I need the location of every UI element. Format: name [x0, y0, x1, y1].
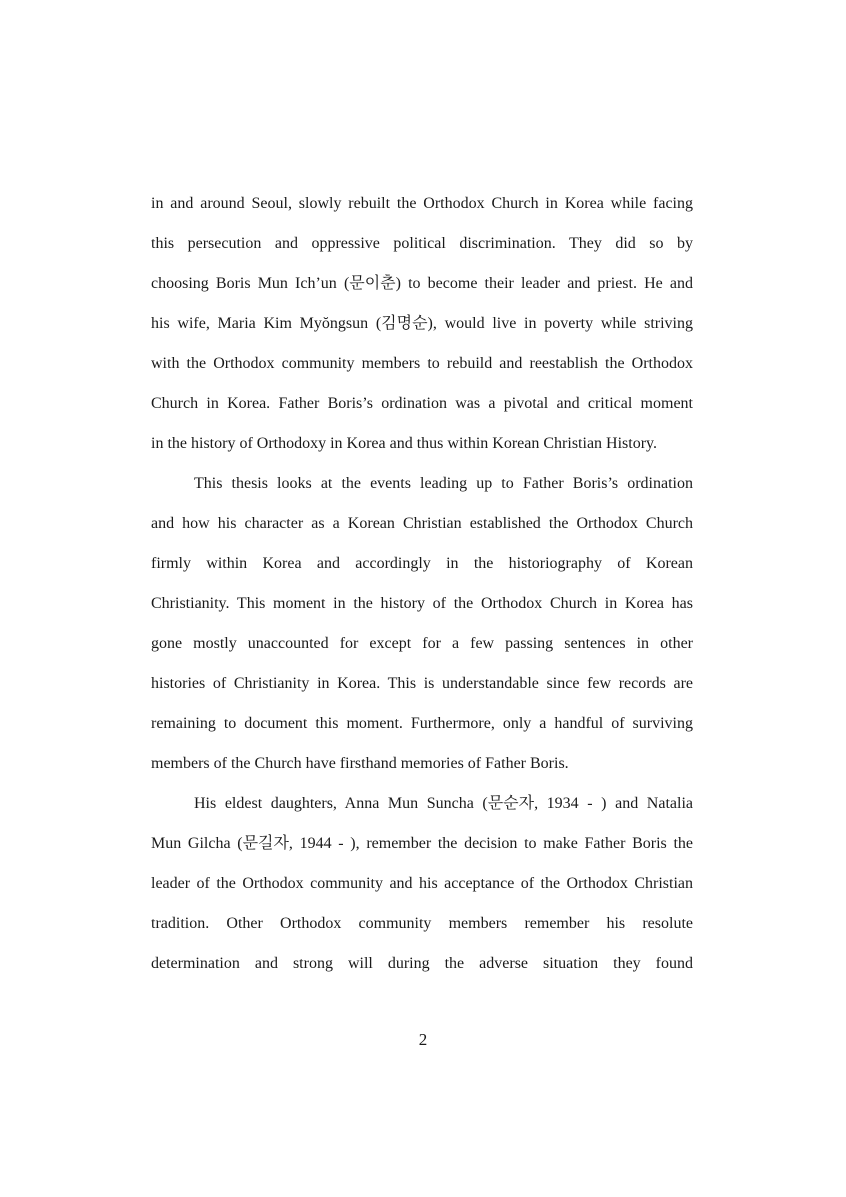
- text-line: with the Orthodox community members to rebuild and reestablish the Orthodox: [151, 355, 693, 372]
- text-line: tradition. Other Orthodox community members remember his resolute: [151, 915, 693, 932]
- text-line: in the history of Orthodoxy in Korea and thus within Korean Christian History.: [151, 435, 657, 452]
- paragraph: [151, 784, 693, 984]
- text-line: choosing Boris Mun Ich’un (문이춘) to become their leader and priest. He and: [151, 275, 693, 292]
- text-line: firmly within Korea and accordingly in the historiography of Korean: [151, 555, 693, 572]
- text-line: this persecution and oppressive political discrimination. They did so by: [151, 235, 693, 252]
- paragraph: [151, 184, 693, 464]
- paragraph: [151, 464, 693, 784]
- text-line: determination and strong will during the adverse situation they found: [151, 955, 693, 972]
- body-text: [151, 184, 693, 984]
- text-line: his wife, Maria Kim Myŏngsun (김명순), would live in poverty while striving: [151, 315, 693, 332]
- page-number: 2: [418, 1030, 428, 1049]
- text-line: Christianity. This moment in the history of the Orthodox Church in Korea has: [151, 595, 693, 612]
- text-line: Mun Gilcha (문길자, 1944 - ), remember the decision to make Father Boris the: [151, 835, 693, 852]
- text-line: Church in Korea. Father Boris’s ordination was a pivotal and critical moment: [151, 395, 693, 412]
- text-line: and how his character as a Korean Christian established the Orthodox Church: [151, 515, 693, 532]
- text-line: This thesis looks at the events leading up to Father Boris’s ordination: [194, 475, 693, 492]
- text-line: histories of Christianity in Korea. This is understandable since few records are: [151, 675, 693, 692]
- text-line: members of the Church have firsthand memories of Father Boris.: [151, 755, 569, 772]
- text-line: remaining to document this moment. Furthermore, only a handful of surviving: [151, 715, 693, 732]
- text-line: leader of the Orthodox community and his acceptance of the Orthodox Christian: [151, 875, 693, 892]
- text-line: gone mostly unaccounted for except for a few passing sentences in other: [151, 635, 693, 652]
- text-line: in and around Seoul, slowly rebuilt the Orthodox Church in Korea while facing: [151, 195, 693, 212]
- text-line: His eldest daughters, Anna Mun Suncha (문순자, 1934 - ) and Natalia: [194, 795, 693, 812]
